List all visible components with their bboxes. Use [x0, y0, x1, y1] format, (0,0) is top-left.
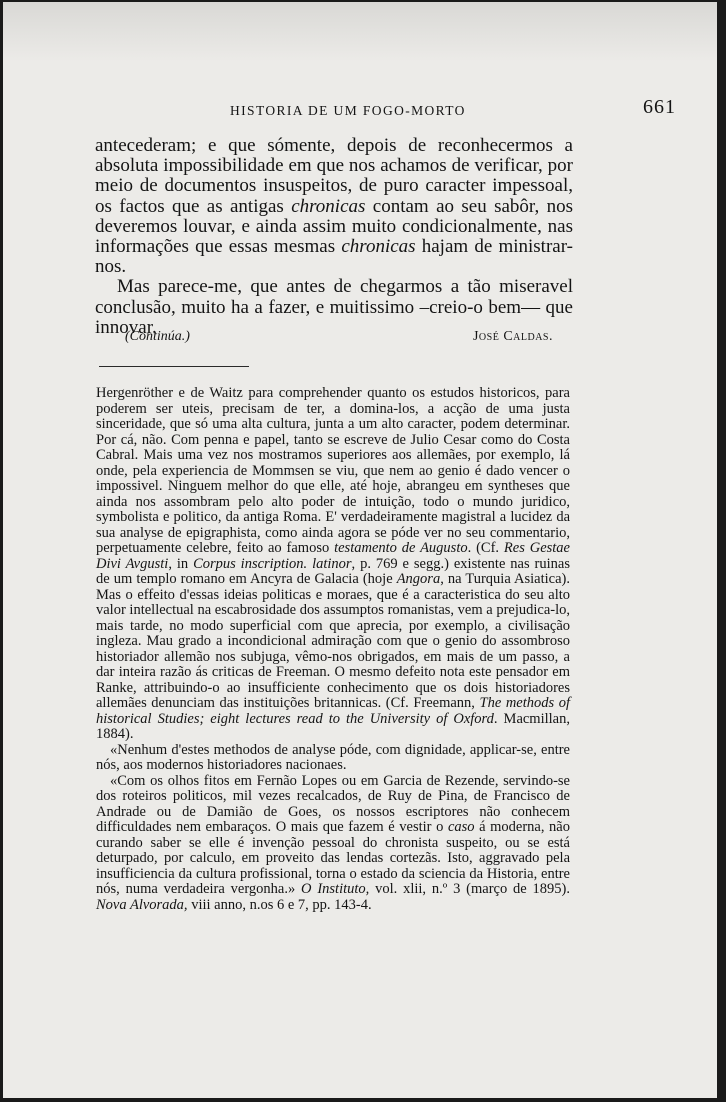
paragraph-1 [95, 136, 573, 277]
text-run: «Com os olhos fitos em Fernão Lopes ou em Garcia de Rezende, servindo-se dos roteiros politicos, mil vezes recalcados, de Ruy de Pina, de Francisco de Andrade ou de Damião de Goes, os nossos escriptores não conhecem difficuldades nem embaraços. O mais que fazem é vestir o [96, 772, 570, 835]
running-title: HISTORIA DE UM FOGO-MORTO [230, 103, 466, 118]
book-page [3, 2, 717, 1098]
italic-run: caso [447, 819, 475, 835]
italic-run: chronicas [341, 236, 416, 258]
text-run: vol. xlii, n.º 3 (março de 1895). [369, 881, 570, 897]
page-number: 661 [643, 96, 676, 118]
continued-note: (Continúa.) [125, 329, 190, 344]
text-run: . (Cf. [467, 540, 504, 556]
text-run: contam ao seu sabôr, nos deveremos louvar, e ainda assim muito condicionalmente, nas informações que essas mesmas [95, 195, 573, 258]
text-run: antecederam; e que sómente, depois de reconhecermos a absoluta impossibilidade em que nos achamos de verificar, por meio de documentos insuspeitos, de puro caracter impessoal, os factos que as antigas [95, 135, 573, 217]
footnote-paragraph-1 [96, 386, 570, 743]
author-signature: José Caldas. [472, 329, 553, 344]
italic-run: testamento de Augusto [334, 540, 468, 556]
italic-run: O Instituto, [301, 881, 370, 897]
footnote-paragraph-3 [96, 774, 570, 914]
italic-run: Nova Alvorada, [96, 896, 188, 913]
signature-row [113, 329, 553, 351]
footnote-paragraph-2: «Nenhum d'estes methodos de analyse póde, com dignidade, applicar-se, entre nós, aos modernos historiadores nacionaes. [96, 741, 570, 773]
main-text [95, 136, 573, 338]
text-run: á moderna, não curando saber se elle é invenção pessoal do chronista suspeito, ou se está deturpado, por calculo, em proveito das lendas cortezãs. Isto, aggravado pela insufficiencia da cultura profissional, torna o estado da sciencia da Historia, entre nós, numa verdadeira vergonha.» [96, 819, 570, 897]
italic-run: Angora [396, 571, 441, 587]
italic-run: Res Gestae Divi Avgusti [96, 540, 570, 572]
footnote [96, 386, 570, 913]
text-run: hajam de ministrar-nos. [95, 236, 573, 278]
italic-run: Corpus inscription. latinor [193, 555, 352, 572]
text-run: viii anno, n.os 6 e 7, pp. 143-4. [187, 896, 372, 913]
text-run: , in [168, 555, 194, 572]
italic-run: The methods of historical Studies; eight lectures read to the University of Oxford [96, 695, 570, 727]
running-head [3, 94, 717, 124]
text-run: . Macmillan, 1884). [96, 710, 570, 742]
paragraph-2: Mas parece-me, que antes de chegarmos a tão miseravel conclusão, muito ha a fazer, e muitissimo –creio-o bem— que innovar. [95, 276, 573, 338]
text-run: Hergenröther e de Waitz para comprehender quanto os estudos historicos, para poderem ser uteis, precisam de ter, a domina-los, a acção de uma justa sinceridade, que só uma alta cultura, junta a um alto caracter, podem determinar. Por cá, não. Com penna e papel, tanto se escreve de Julio Cesar como do Costa Cabral. Mais uma vez nos mostramos superiores aos allemães, por exemplo, lá onde, pela experiencia de Mommsen se viu, que nem ao genio é dado vencer o impossivel. Ninguem melhor do que elle, até hoje, abrangeu em syntheses que ainda nos assombram pelo alto poder de intuição, todo o mundo juridico, symbolista e politico, da antiga Roma. E' verdadeiramente magistral a lucidez da sua analyse de epigraphista, como ainda agora se póde ver no seu commentario, perpetuamente celebre, feito ao famoso [96, 385, 570, 556]
text-run: , p. 769 e segg.) existente nas ruinas de um templo romano em Ancyra de Galacia (hoje [96, 555, 570, 587]
text-run: , na Turquia Asiatica). Mas o effeito d'essas ideias politicas e moraes, que é a caracteristica do seu alto valor intellectual na escabrosidade dos assumptos romanistas, vem a prejudica-lo, mais tarde, no modo superficial com que aprecia, por exemplo, a civilisação ingleza. Mau grado a incondicional admiração com que o genio do assombroso historiador allemão nos subjuga, vêmo-nos obrigados, em mais de um passo, a dar inteira razão ás criticas de Freeman. O mesmo defeito nota este pensador em Ranke, attribuindo-o ao insufficiente conhecimento que os dois historiadores allemães denunciam das instituições britannicas. (Cf. Freemann, [96, 571, 570, 711]
italic-run: chronicas [291, 195, 366, 217]
footnote-divider [99, 366, 249, 367]
